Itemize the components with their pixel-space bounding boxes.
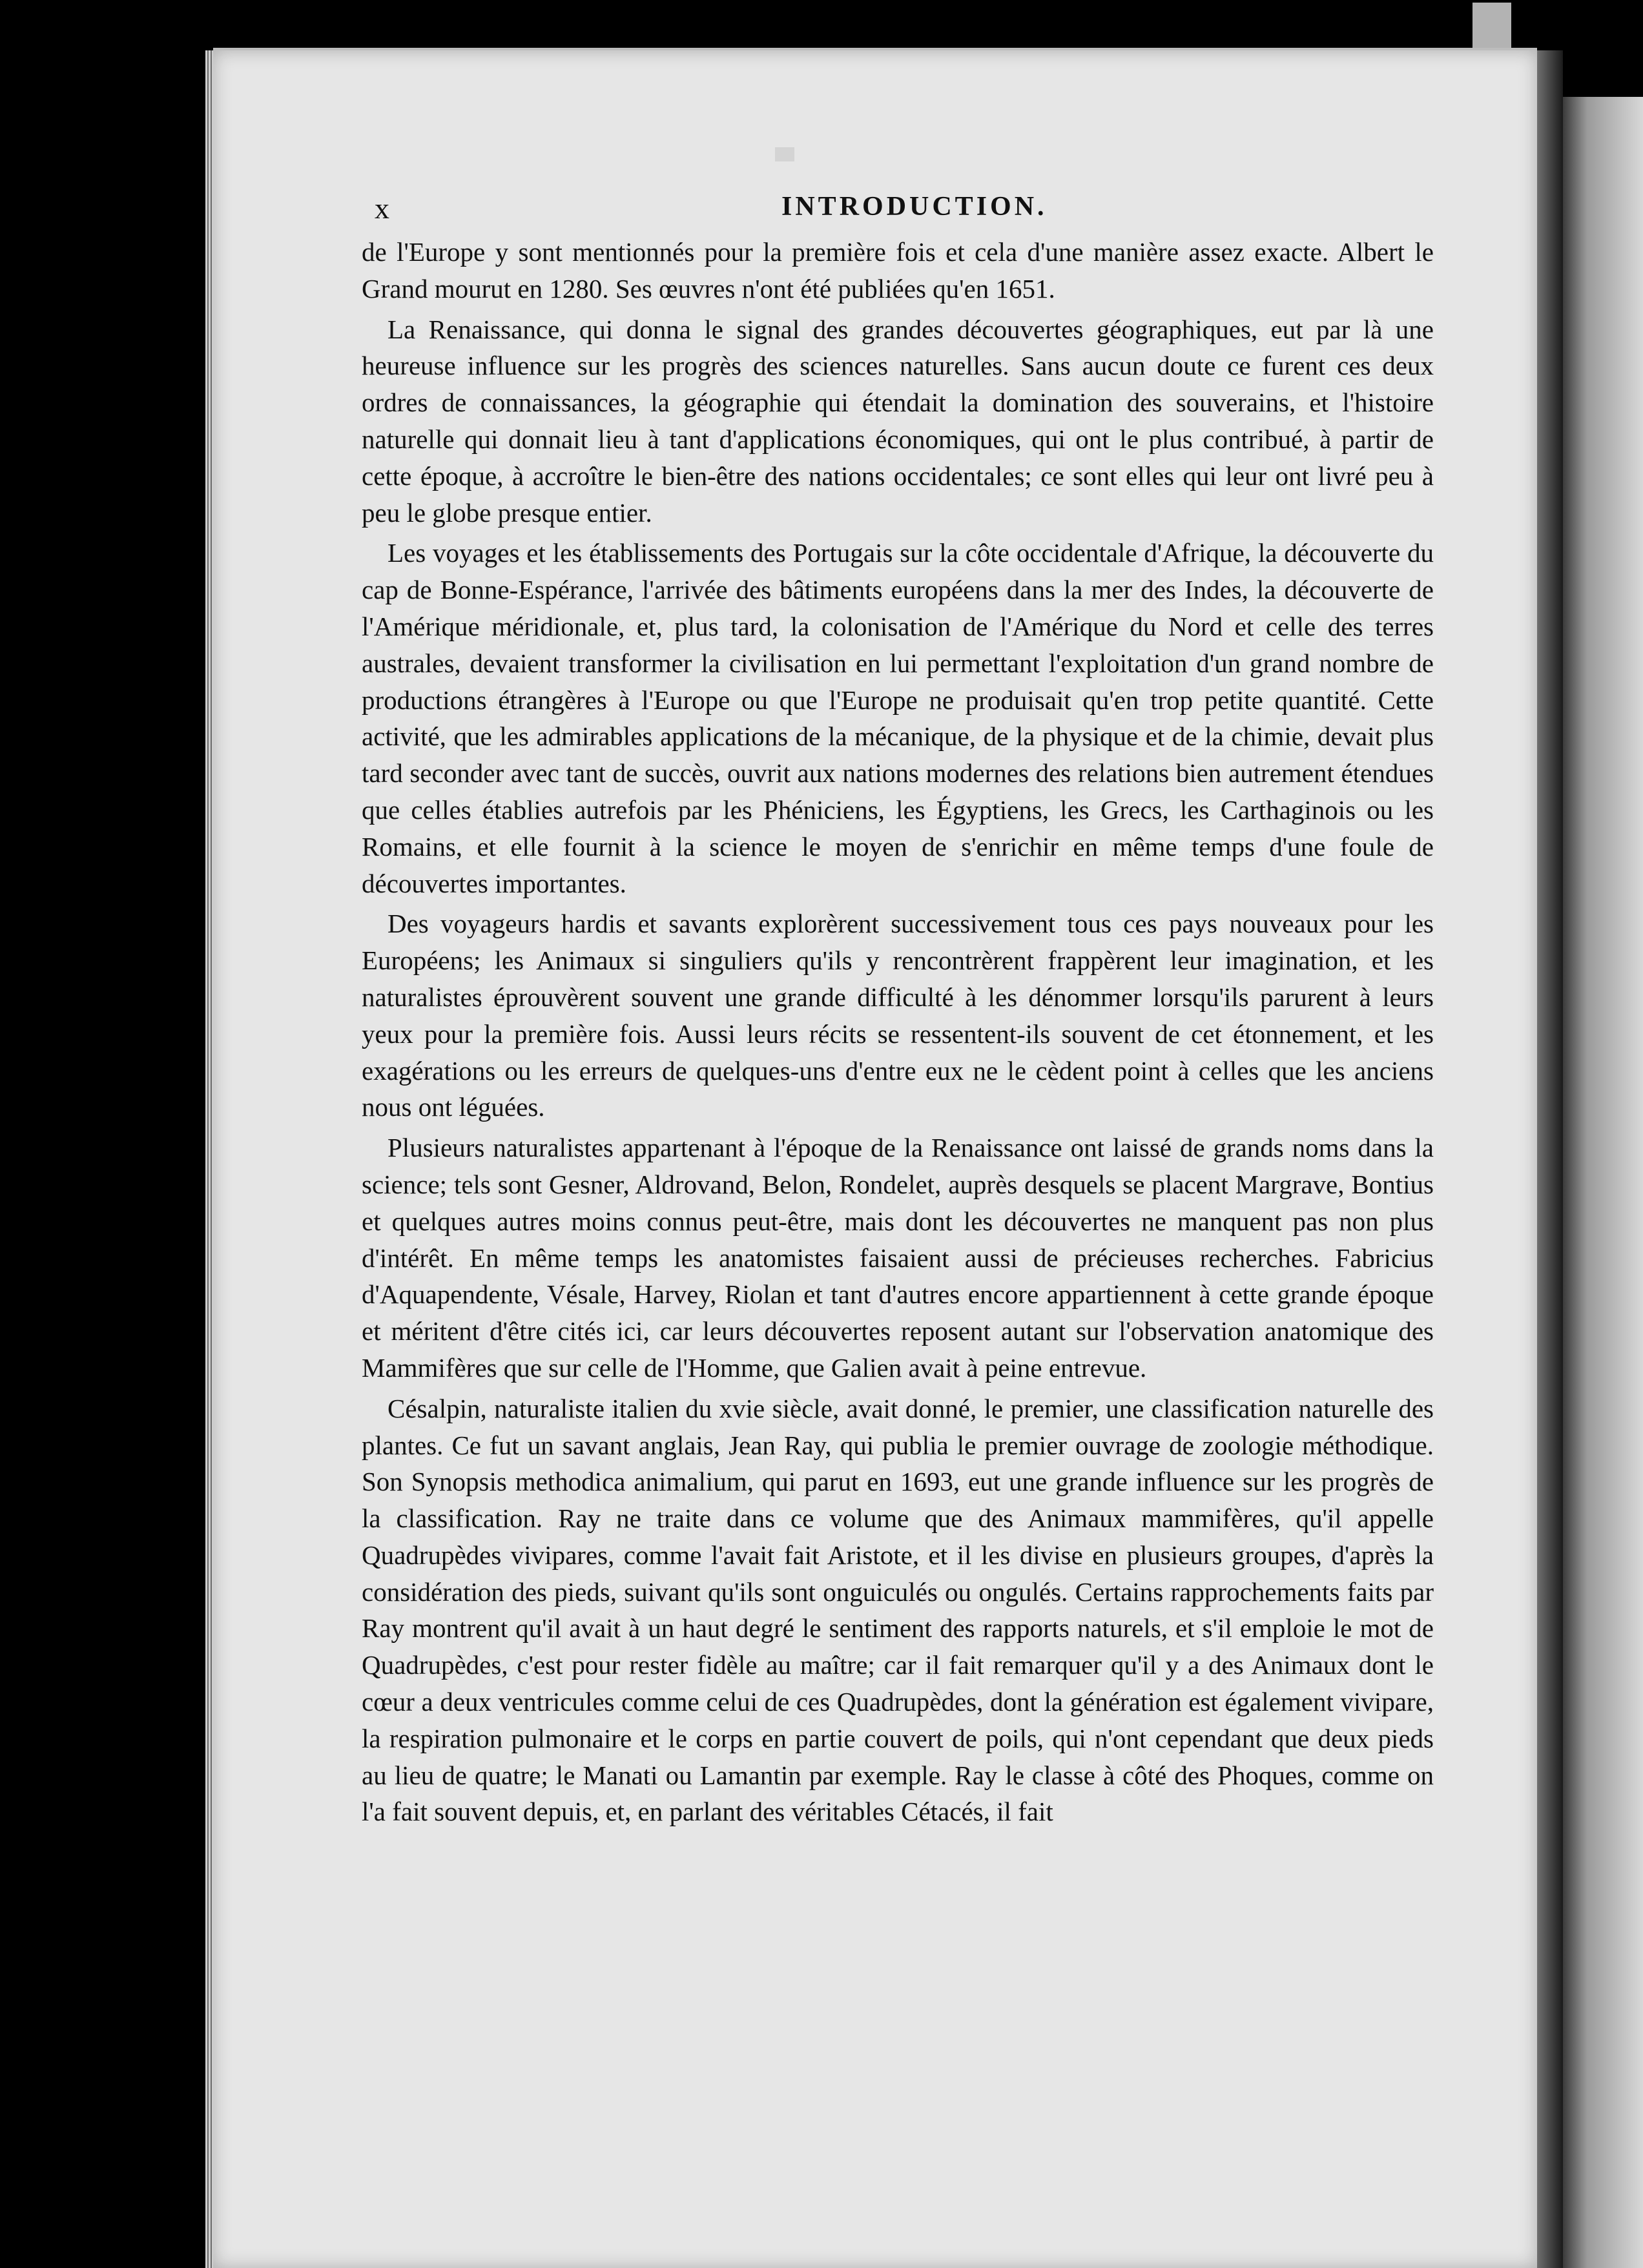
paragraph-2: La Renaissance, qui donna le signal des grandes découvertes géographiques, eut par là une heureuse influence sur les progrès des sciences naturelles. Sans aucun doute ce furent ces deux ordres de connaissances, la géographie qui étendait la domination des souverains, et l'histoire naturelle qui donnait lieu à tant d'applications économiques, qui ont le plus contribué, à partir de cette époque, à accroître le bien-être des nations occidentales; ce sont elles qui leur ont livré peu à peu le globe presque entier.	[362, 314, 1434, 528]
paragraph-4: Des voyageurs hardis et savants explorèrent successivement tous ces pays nouveaux pour les Européens; les Animaux si singuliers qu'ils y rencontrèrent frappèrent leur imagination, et les naturalistes éprouvèrent souvent une grande difficulté à les dénommer lorsqu'ils parurent à leurs yeux pour la première fois. Aussi leurs récits se ressentent-ils souvent de cet étonnement, et les exagérations ou les erreurs de quelques-uns d'entre eux ne le cèdent point à celles que les anciens nous ont léguées.	[362, 909, 1434, 1122]
facing-page-edge	[1563, 97, 1643, 2268]
ink-smudge	[775, 147, 794, 161]
page-number: x	[375, 192, 389, 225]
corner-scribble	[1472, 3, 1511, 48]
body-text	[362, 234, 1434, 1834]
paragraph-3: Les voyages et les établissements des Portugais sur la côte occidentale d'Afrique, la découverte du cap de Bonne-Espérance, l'arrivée des bâtiments européens dans la mer des Indes, la découverte de l'Amérique méridionale, et, plus tard, la colonisation de l'Amérique du Nord et celle des terres australes, devaient transformer la civilisation en lui permettant l'exploitation d'un grand nombre de productions étrangères à l'Europe ou que l'Europe ne produisait qu'en trop petite quantité. Cette activité, que les admirables applications de la mécanique, de la physique et de la chimie, devait plus tard seconder avec tant de succès, ouvrit aux nations modernes des relations bien autrement étendues que celles établies autrefois par les Phéniciens, les Égyptiens, les Grecs, les Carthaginois ou les Romains, et elle fournit à la science le moyen de s'enrichir en même temps d'une foule de découvertes importantes.	[362, 538, 1434, 898]
paragraph-1: de l'Europe y sont mentionnés pour la première fois et cela d'une manière assez exacte. Albert le Grand mourut en 1280. Ses œuvres n'ont été publiées qu'en 1651.	[362, 237, 1434, 304]
gutter-shadow	[1537, 50, 1563, 2268]
paragraph-5: Plusieurs naturalistes appartenant à l'époque de la Renaissance ont laissé de grands noms dans la science; tels sont Gesner, Aldrovand, Belon, Rondelet, auprès desquels se placent Margrave, Bontius et quelques autres moins connus peut-être, mais dont les découvertes ne manquent pas non plus d'intérêt. En même temps les anatomistes faisaient aussi de précieuses recherches. Fabricius d'Aquapendente, Vésale, Harvey, Riolan et tant d'autres encore appartiennent à cette grande époque et méritent d'être cités ici, car leurs découvertes reposent autant sur l'observation anatomique des Mammifères que sur celle de l'Homme, que Galien avait à peine entrevue.	[362, 1133, 1434, 1383]
paragraph-6: Césalpin, naturaliste italien du xvie siècle, avait donné, le premier, une classification naturelle des plantes. Ce fut un savant anglais, Jean Ray, qui publia le premier ouvrage de zoologie méthodique. Son Synopsis methodica animalium, qui parut en 1693, eut une grande influence sur les progrès de la classification. Ray ne traite dans ce volume que des Animaux mammifères, qu'il appelle Quadrupèdes vivipares, comme l'avait fait Aristote, et il les divise en plusieurs groupes, d'après la considération des pieds, suivant qu'ils sont onguiculés ou ongulés. Certains rapprochements faits par Ray montrent qu'il avait à un haut degré le sentiment des rapports naturels, et s'il emploie le mot de Quadrupèdes, c'est pour rester fidèle au maître; car il fait remarquer qu'il y a des Animaux dont le cœur a deux ventricules comme celui de ces Quadrupèdes, dont la génération est également vivipare, la respiration pulmonaire et le corps en partie couvert de poils, qui n'ont cependant que deux pieds au lieu de quatre; le Manati ou Lamantin par exemple. Ray le classe à côté des Phoques, comme on l'a fait souvent depuis, et, en parlant des véritables Cétacés, il fait	[362, 1393, 1434, 1827]
running-header	[375, 191, 1434, 230]
running-title: INTRODUCTION.	[781, 192, 1048, 222]
